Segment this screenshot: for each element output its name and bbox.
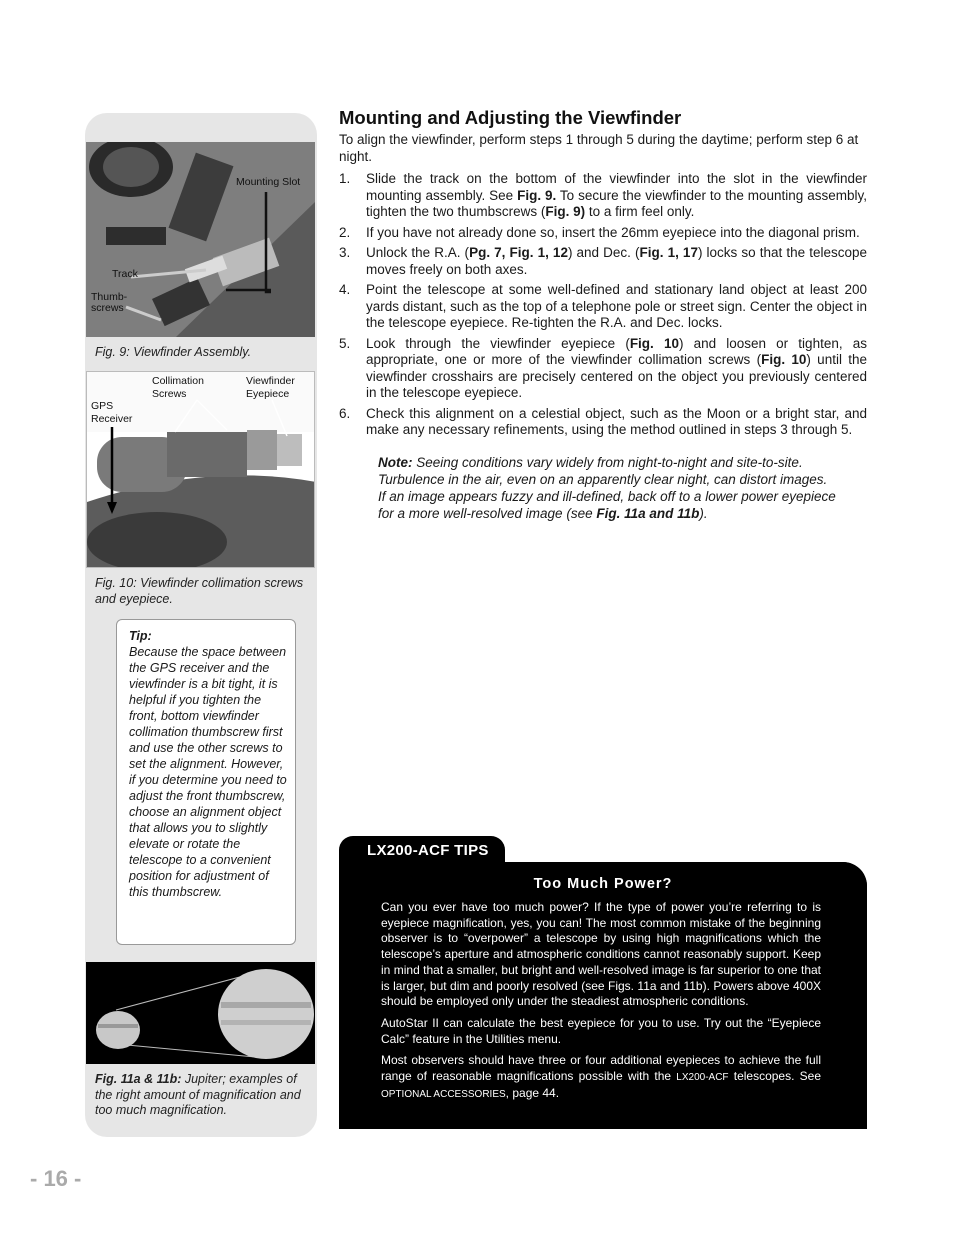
tip-body: Because the space between the GPS receiver and the viewfinder is a bit tight, it is helpful if you tighten the front, bottom viewfinder collimation thumbscrew first and use the other screws to set the alignment. However, if you determine you need to adjust the front thumbscrew, choose an alignment object that allows you to slightly elevate or rotate the telescope to a convenient position for adjustment of this thumbscrew. xyxy=(129,645,287,899)
fig9-viewfinder-assembly-photo xyxy=(86,142,315,337)
tips-body xyxy=(381,900,821,1108)
step-figure-ref: Fig. 9. xyxy=(517,187,557,203)
tips-heading: Too Much Power? xyxy=(533,876,673,892)
fig11-caption-text: Jupiter; examples of the right amount of magnification and too much magnification. xyxy=(95,1072,301,1117)
section-title: Mounting and Adjusting the Viewfinder xyxy=(339,107,682,128)
page-number: - 16 - xyxy=(30,1166,82,1191)
step-text: Point the telescope at some well-defined and stationary land object at least 200 yards distant, such as the top of a telephone pole or street sign. Center the object in the telescope eyepiece. Re-tighten the R.A. and Dec. locks. xyxy=(366,282,867,330)
fig11-caption xyxy=(95,1072,309,1119)
step-number: 6. xyxy=(339,405,351,421)
step-text: If you have not already done so, insert the 26mm eyepiece into the diagonal prism. xyxy=(366,224,860,240)
step-text: Look through the viewfinder eyepiece ( xyxy=(366,335,630,351)
tips-box-inner xyxy=(339,862,867,1128)
tips-paragraph-2: AutoStar II can calculate the best eyepiece for you to use. Try out the “Eyepiece Calc” feature in the Utilities menu. xyxy=(381,1015,821,1046)
step-figure-ref: Fig. 1, 17 xyxy=(639,245,698,260)
tips-tab-label: LX200-ACF TIPS xyxy=(367,842,489,859)
step-item xyxy=(339,225,867,242)
step-text: ) until the viewfinder crosshairs are precisely centered on the object you previously centered in the telescope eyepiece. xyxy=(366,352,868,400)
step-number: 5. xyxy=(339,335,351,351)
note-text: Seeing conditions vary widely from night-to-night and site-to-site. Turbulence in the air, even on an apparently clear night, can distort images. If an image appears fuzzy and ill-defined, back off to a lower power eyepiece for a more well-resolved image (see xyxy=(378,455,836,521)
note-ref: Fig. 11a and 11b xyxy=(596,506,700,521)
note-label: Note: xyxy=(378,455,413,470)
step-text: To secure the viewfinder to the mounting assembly, tighten the two thumbscrews ( xyxy=(366,187,867,219)
step-figure-ref: Pg. 7, Fig. 1, 12 xyxy=(469,245,568,260)
step-text: ) locks so that the telescope moves freely on both axes. xyxy=(366,245,867,277)
fig10-viewfinder-collimation-photo xyxy=(86,371,315,568)
tips-p3-model: LX200-ACF xyxy=(676,1072,729,1084)
step-text: ) and Dec. ( xyxy=(567,245,640,260)
step-text: Unlock the R.A. ( xyxy=(366,245,470,260)
label-viewfinder-eyepiece: Viewfinder Eyepiece xyxy=(246,375,295,400)
fig10-caption: Fig. 10: Viewfinder collimation screws and eyepiece. xyxy=(95,576,304,606)
step-number: 4. xyxy=(339,282,351,297)
fig11-jupiter-photo xyxy=(86,962,315,1064)
note-end: ). xyxy=(699,506,708,521)
fig9-caption: Fig. 9: Viewfinder Assembly. xyxy=(95,345,252,359)
step-text: ) and loosen or tighten, as appropriate, one or more of the viewfinder collimation screws ( xyxy=(366,335,867,367)
step-text: Check this alignment on a celestial object, such as the Moon or a bright star, and make any necessary refinements, using the method outlined in steps 3 through 5. xyxy=(366,405,867,437)
fig11-illustration xyxy=(86,962,315,1064)
step-figure-ref: Fig. 9) xyxy=(545,204,586,219)
step-text: to a firm feel only. xyxy=(585,204,695,219)
tips-p3-accessories: OPTIONAL ACCESSORIES xyxy=(381,1088,506,1100)
label-track: Track xyxy=(112,268,138,280)
tips-p3-text-b: telescopes. See xyxy=(728,1069,821,1084)
step-figure-ref: Fig. 10 xyxy=(629,335,679,351)
step-item xyxy=(339,282,867,332)
step-item xyxy=(339,406,867,439)
step-figure-ref: Fig. 10 xyxy=(761,352,807,367)
label-mounting-slot: Mounting Slot xyxy=(236,176,301,188)
steps-list xyxy=(339,171,867,443)
step-number: 1. xyxy=(339,171,351,186)
tip-heading: Tip: xyxy=(129,629,152,643)
label-collimation-screws: Collimation Screws xyxy=(152,375,204,400)
tip-box xyxy=(116,619,296,945)
tips-p3-text-a: Most observers should have three or four additional eyepieces to achieve the full range of reasonable magnifications possible with the xyxy=(381,1053,821,1084)
step-number: 2. xyxy=(339,224,351,240)
note-paragraph xyxy=(378,454,838,522)
step-item xyxy=(339,171,867,221)
step-number: 3. xyxy=(339,245,351,260)
step-text: Slide the track on the bottom of the viewfinder into the slot in the viewfinder mounting assembly. See xyxy=(366,171,867,203)
fig11-caption-label: Fig. 11a & 11b: xyxy=(95,1072,182,1086)
tips-paragraph-3 xyxy=(381,1053,821,1102)
tips-tab xyxy=(339,836,505,864)
tips-paragraph-1: Can you ever have too much power? If the type of power you’re referring to is eyepiece magnification, yes, you can! The most common mistake of the beginning observer is to “overpower” a telescope by using high magnifications which the telescope’s aperture and atmospheric conditions cannot reasonably support. Keep in mind that a smaller, but bright and well-resolved image is far superior to one that is larger, but dim and poorly resolved (see Figs. 11a and 11b). Powers above 400X should be employed only under the steadiest atmospheric conditions. xyxy=(381,900,821,1009)
step-item xyxy=(339,336,867,402)
label-thumbscrews: Thumb- screws xyxy=(91,291,128,314)
intro-paragraph: To align the viewfinder, perform steps 1 through 5 during the daytime; perform step 6 at night. xyxy=(339,132,859,164)
tips-box xyxy=(339,862,867,1129)
tips-p3-text-c: , page 44. xyxy=(505,1085,560,1100)
label-gps-receiver: GPS Receiver xyxy=(91,400,133,425)
step-item xyxy=(339,245,867,278)
